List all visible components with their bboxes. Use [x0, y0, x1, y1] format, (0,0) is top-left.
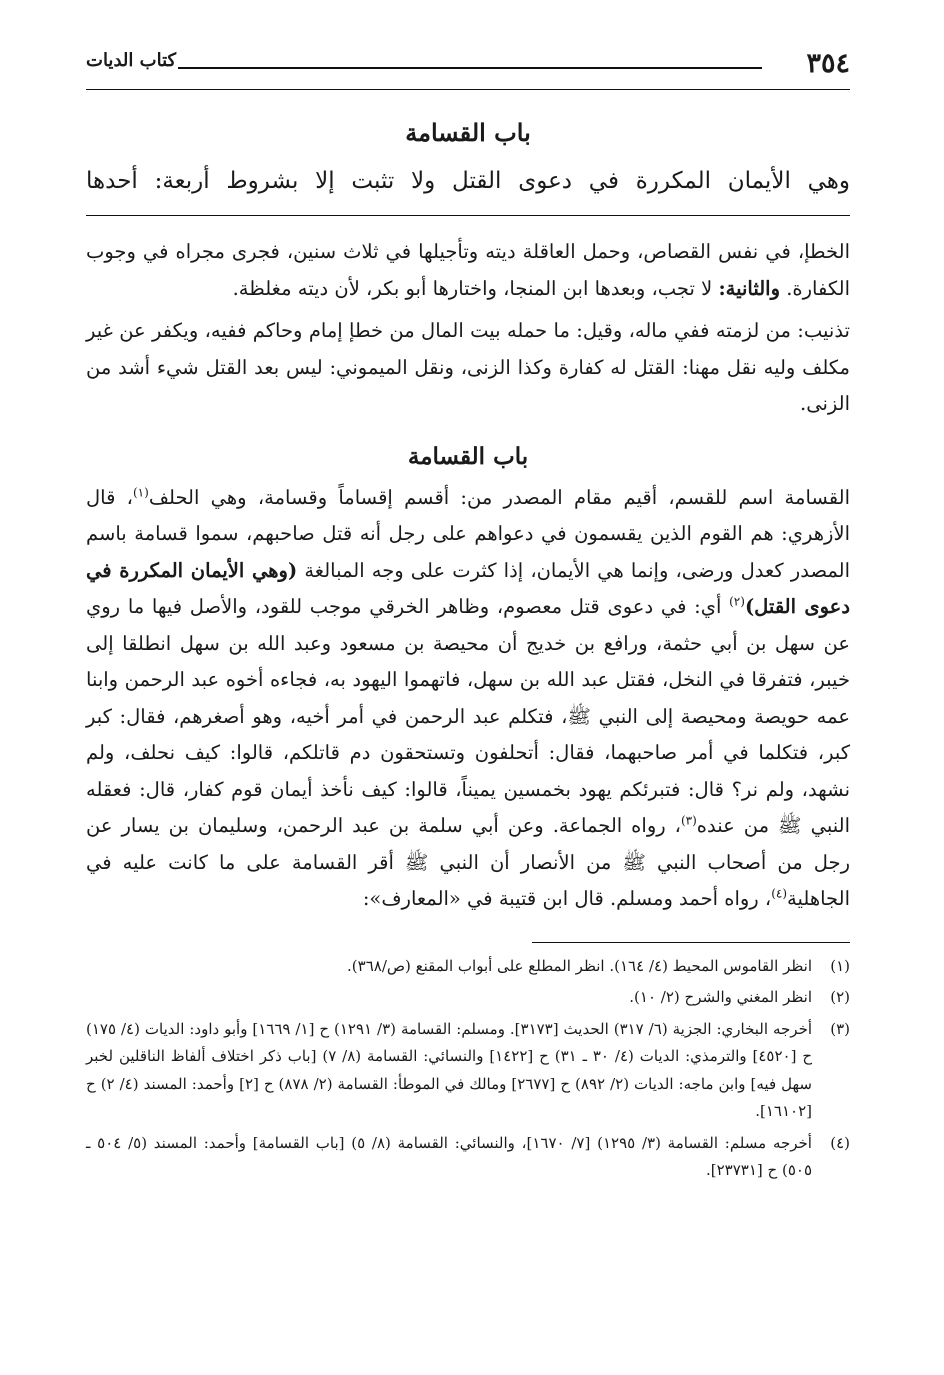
footnote-number: (٤)	[830, 1133, 850, 1152]
footnote-number: (١)	[830, 956, 850, 975]
footnote-text: انظر المغني والشرح (٢/ ١٠).	[629, 988, 812, 1006]
footnote-item	[86, 1130, 850, 1185]
text-run: ، قال الأزهري: هم القوم الذين يقسمون في دعواهم على رجل أنه قتل صاحبهم، سموا قسامة باسم المصدر كعدل ورضى، وإنما هي الأيمان، إذا كثرت على وجه المبالغة	[86, 485, 850, 582]
header-underline	[86, 89, 850, 90]
text-run: أي: في دعوى قتل معصوم، وظاهر الخرقي موجب للقود، والأصل فيها ما روي عن سهل بن أبي حثمة، ورافع بن خديج أن محيصة بن مسعود وعبد الله بن سهل انطلقا إلى خيبر، فتفرقا في النخل، فقتل عبد الله بن سهل، فاتهموا اليهود به، فجاءه أخوه عبد الرحمن وابنا عمه حويصة ومحيصة إلى النبي ﷺ، فتكلم عبد الرحمن في أمر أخيه، وهو أصغرهم، فقال: كبر كبر، فتكلما في أمر صاحبهما، فقال: أتحلفون وتستحقون دم قاتلكم، قالوا: كيف نحلف، ولم نشهد، ولم نر؟ قال: فتبرئكم يهود بخمسين يميناً، قالوا: كيف نأخذ أيمان قوم كفار، قال: فعقله النبي ﷺ من عنده	[86, 595, 850, 837]
footnote-item	[86, 984, 850, 1012]
matn-divider	[86, 215, 850, 216]
section-title: باب القسامة	[407, 442, 529, 470]
matn-block	[86, 118, 850, 201]
footnote-reference: (٤)	[771, 886, 788, 901]
footnotes	[86, 953, 850, 1185]
commentary-paragraph-3	[86, 480, 850, 918]
footnote-reference: (٣)	[680, 813, 697, 828]
footnote-item	[86, 953, 850, 981]
footnote-text: أخرجه مسلم: القسامة (٣/ ١٢٩٥) [٧/ ١٦٧٠]، والنسائي: القسامة (٨/ ٥) [باب القسامة] وأحمد: المسند (٥/ ٥٠٤ ـ ٥٠٥) ح [٢٣٧٣١].	[86, 1133, 812, 1179]
footnote-number: (٣)	[830, 1019, 850, 1038]
footnote-item	[86, 1016, 850, 1126]
footnote-divider	[532, 942, 850, 943]
text-run: ، رواه الجماعة. وعن أبي سلمة بن عبد الرحمن، وسليمان بن يسار عن رجل من أصحاب النبي ﷺ من الأنصار أن النبي ﷺ أقر القسامة على ما كانت عليه في الجاهلية	[86, 814, 850, 910]
book-page	[86, 40, 850, 1189]
footnote-number: (٢)	[830, 988, 850, 1006]
text-run: القسامة اسم للقسم، أقيم مقام المصدر من: أقسم إقساماً وقسامة، وهي الحلف	[148, 485, 850, 509]
footnote-text: انظر القاموس المحيط (٤/ ١٦٤). انظر المطلع على أبواب المقنع (ص/٣٦٨).	[347, 956, 812, 975]
footnote-text: أخرجه البخاري: الجزية (٦/ ٣١٧) الحديث [٣١٧٣]. ومسلم: القسامة (٣/ ١٢٩١) ح [١/ ١٦٦٩] وأبو داود: الديات (٤/ ١٧٥) ح [٤٥٢٠] والترمذي: الديات (٤/ ٣٠ ـ ٣١) ح [١٤٢٢] والنسائي: القسامة (٨/ ٧) [باب ذكر اختلاف ألفاظ الناقلين لخبر سهل فيه] وابن ماجه: الديات (٢/ ٨٩٢) ح [٢٦٧٧] ومالك في الموطأ: القسامة (٢/ ٨٧٨) ح [٢] وأحمد: المسند (٤/ ٢) ح [١٦١٠٢].	[86, 1019, 813, 1120]
running-header	[86, 40, 850, 92]
book-title: كتاب الديات	[86, 50, 177, 71]
bold-phrase: والثانية:	[718, 276, 781, 300]
page-number: ٣٥٤	[806, 48, 850, 79]
matn-text: وهي الأيمان المكررة في دعوى القتل ولا تثبت إلا بشروط أربعة: أحدها	[86, 168, 850, 194]
bold-phrase: (وهي الأيمان المكررة في دعوى القتل)	[86, 558, 851, 618]
text-run: الخطإ، في نفس القصاص، وحمل العاقلة ديته وتأجيلها في ثلاث سنين، فجرى مجراه في وجوب الكفارة.	[86, 240, 850, 300]
text-run: لا تجب، وبعدها ابن المنجا، واختارها أبو بكر، لأن ديته مغلظة.	[232, 276, 719, 300]
text-run: ، رواه أحمد ومسلم. قال ابن قتيبة في «المعارف»:	[362, 887, 772, 910]
commentary-paragraph-2: تذنيب: من لزمته ففي ماله، وقيل: ما حمله بيت المال من خطإ إمام وحاكم ففيه، ويكفر عن غير مكلف وليه نقل مهنا: القتل له كفارة وكذا الزنى، ونقل الميموني: ليس بعد القتل شيء أشد من الزنى.	[86, 319, 850, 415]
commentary-paragraph-1	[86, 234, 850, 307]
matn-title: باب القسامة	[405, 118, 531, 147]
header-rule	[178, 67, 762, 69]
footnote-reference: (١)	[132, 485, 149, 499]
footnote-reference: (٢)	[729, 594, 745, 609]
